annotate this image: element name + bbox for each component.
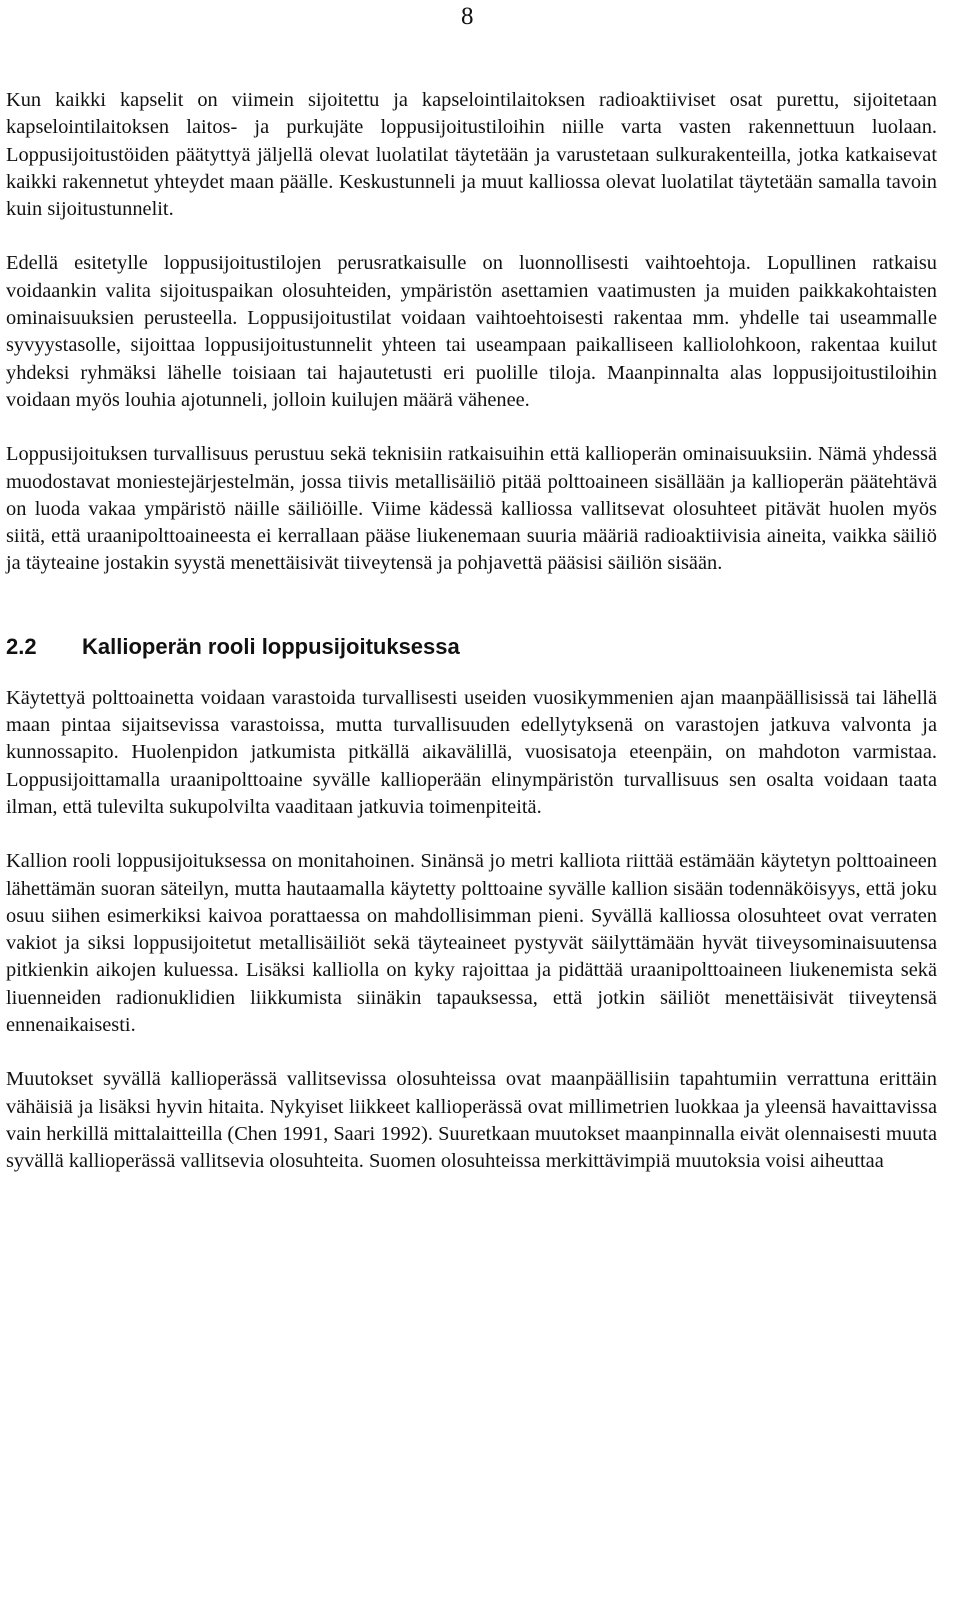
paragraph: Kun kaikki kapselit on viimein sijoitettu ja kapselointilaitoksen radioaktiiviset osat purettu, sijoitetaan kapselointilaitoksen laitos- ja purkujäte loppusijoitustiloihin niille varta vasten rakennettuun luolaan. Loppusijoitustöiden päätyttyä jäljellä olevat luolatilat täytetään ja varustetaan sulkurakenteilla, jotka katkaisevat kaikki rakennetut yhteydet maan päälle. Keskustunneli ja muut kalliossa olevat luolatilat täytetään samalla tavoin kuin sijoitustunnelit. xyxy=(6,89,937,221)
paragraph: Edellä esitetylle loppusijoitustilojen perusratkaisulle on luonnollisesti vaihtoehtoja. Lopullinen ratkaisu voidaankin valita sijoituspaikan olosuhteiden, ympäristön asettamien vaatimusten ja muiden paikkakohtaisten ominaisuuksien perusteella. Loppusijoitustilat voidaan vaihtoehtoisesti rakentaa mm. yhdelle tai useammalle syvyystasolle, sijoittaa loppusijoitustunnelit yhteen tai useampaan paikalliseen kalliolohkoon, rakentaa kuilut yhdeksi ryhmäksi lähelle toisiaan tai hajautetusti eri puolille tiloja. Maanpinnalta alas loppusijoitustiloihin voidaan myös louhia ajotunneli, jolloin kuilujen määrä vähenee. xyxy=(6,252,937,411)
section-number: 2.2 xyxy=(6,633,37,659)
document-body xyxy=(6,87,937,1176)
paragraph-gap xyxy=(6,660,937,685)
page-number: 8 xyxy=(461,3,474,30)
paragraph: Loppusijoituksen turvallisuus perustuu sekä teknisiin ratkaisuihin että kallioperän ominaisuuksiin. Nämä yhdessä muodostavat moniestejärjestelmän, jossa tiivis metallisäiliö pitää polttoaineen sisällään ja kallioperän päätehtävä on luoda vakaa ympäristö näille säiliöille. Viime kädessä kalliossa vallitsevat olosuhteet pitävät huolen myös siitä, että uraanipolttoaineesta ei kerrallaan pääse liukenemaan suuria määriä radioaktiivisia aineita, vaikka säiliö ja täyteaine jostakin syystä menettäisivät tiiveytensä ja pohjavettä pääsisi säiliön sisään. xyxy=(6,443,937,575)
paragraph: Kallion rooli loppusijoituksessa on monitahoinen. Sinänsä jo metri kalliota riittää estämään käytetyn polttoaineen lähettämän suoran säteilyn, mutta hautaamalla käytetty polttoaine syvälle kallion sisään todennäköisyys, että joku osuu siihen esimerkiksi kaivoa porattaessa on mahdollisimman pieni. Syvällä kalliossa olosuhteet ovat verraten vakiot ja siksi loppusijoitetut metallisäiliöt sekä täyteaineet pystyvät säilyttämään hyvät tiiveysominaisuutensa pitkienkin aikojen kuluessa. Lisäksi kalliolla on kyky rajoittaa ja pidättää uraanipolttoaineen liukenemista sekä liuenneiden radionuklidien liikkumista siinäkin tapauksessa, että jotkin säiliöt menettäisivät tiiveytensä ennenaikaisesti. xyxy=(6,850,937,1037)
paragraph-gap xyxy=(6,821,937,848)
paragraph: Käytettyä polttoainetta voidaan varastoida turvallisesti useiden vuosikymmenien ajan maanpäällisissä tai lähellä maan pintaa sijaitsevissa varastoissa, mutta turvallisuuden edellytyksenä on varastojen jatkuva valvonta ja kunnossapito. Huolenpidon jatkumista pitkällä aikavälillä, vuosisatoja eteenpäin, on mahdoton varmistaa. Loppusijoittamalla uraanipolttoaine syvälle kallioperään elinympäristön turvallisuus sen osalta voidaan taata ilman, että tulevilta sukupolvilta vaaditaan jatkuvia toimenpiteitä. xyxy=(6,686,937,818)
paragraph-gap xyxy=(6,414,937,441)
section-heading xyxy=(6,633,937,660)
paragraph-gap xyxy=(6,578,937,633)
paragraph-gap xyxy=(6,1039,937,1066)
paragraph: Muutokset syvällä kallioperässä vallitsevissa olosuhteissa ovat maanpäällisiin tapahtumiin verrattuna erittäin vähäisiä ja lisäksi hyvin hitaita. Nykyiset liikkeet kallioperässä ovat millimetrien luokkaa ja yleensä havaittavissa vain herkillä mittalaitteilla (Chen 1991, Saari 1992). Suuretkaan muutokset maanpinnalla eivät olennaisesti muuta syvällä kallioperässä vallitsevia olosuhteita. Suomen olosuhteissa merkittävimpiä muutoksia voisi aiheuttaa xyxy=(6,1068,937,1173)
section-title: Kallioperän rooli loppusijoituksessa xyxy=(82,633,460,659)
paragraph-gap xyxy=(6,223,937,250)
